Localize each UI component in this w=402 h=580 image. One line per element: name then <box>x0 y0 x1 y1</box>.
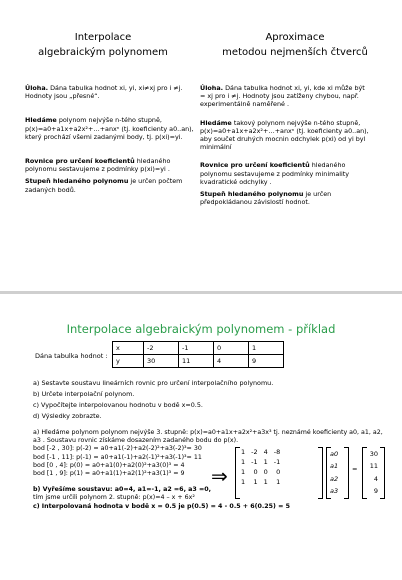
left-degree <box>25 177 197 193</box>
unknown-cell: a1 <box>330 462 339 471</box>
left-degree-label: Stupeň hledaného polynomu <box>25 177 129 186</box>
table-row-x <box>113 342 284 355</box>
right-column-text <box>200 84 372 210</box>
matrix-cell: 0 <box>253 468 258 476</box>
matrix-cell: 1 <box>241 458 246 466</box>
right-search-text: takový polynom nejvýše n-tého stupně, p(x)=a0+a1x+a2x²+…+anxⁿ (tj. koeficienty a0..an), aby součet druhých mocnin odchylek p(xi) od yi byl minimální <box>200 118 369 152</box>
rhs-cell: 30 <box>369 450 378 458</box>
unknown-cell: a3 <box>330 487 339 496</box>
matrix-cell: 1 <box>253 478 258 486</box>
table-cell: 0 <box>214 342 249 355</box>
matrix-cell: -2 <box>251 448 258 456</box>
solution-b-line2: tím jsme určili polynom 2. stupně: p(x)=4 – x + 6x² <box>33 494 195 502</box>
rhs-vector <box>366 448 378 498</box>
example-title: Interpolace algebraickým polynomem - příklad <box>66 322 336 336</box>
right-equations-label: Rovnice pro určení koeficientů <box>200 161 310 170</box>
given-values-table <box>112 341 284 368</box>
solution-c-line: c) Interpolovaná hodnota v bodě x = 0.5 je p(0.5) = 4 - 0.5 + 6(0.25) = 5 <box>33 502 290 510</box>
table-cell: -2 <box>144 342 179 355</box>
left-task-label: Úloha. <box>25 84 49 92</box>
right-equations-text: hledaného polynomu sestavujeme z podmínky minimality kvadratické odchylky . <box>200 161 350 186</box>
matrix-cell: 1 <box>241 448 246 456</box>
right-degree-text: je určen předpokládanou závislostí hodnot. <box>200 190 332 207</box>
solution-a-intro: a) Hledáme polynom polynom nejvýše 3. stupně: p(x)=a0+a1x+a2x²+a3x³ tj. neznámé koeficienty a0, a1, a2, a3 . Soustavu rovnic získáme dosazením zadaného bodu do p(x). <box>33 429 383 445</box>
right-task-label: Úloha. <box>200 84 224 92</box>
task-item: b) Určete interpolační polynom. <box>33 390 135 398</box>
right-degree-label: Stupeň hledaného polynomu <box>200 190 304 199</box>
matrix-cell: 1 <box>263 478 268 486</box>
right-task <box>200 84 372 109</box>
equation-line: bod [-2 , 30]: p(-2) = a0+a1(-2)+a2(-2)²+a3(-2)³= 30 <box>33 445 202 453</box>
solution-b-line1: b) Vyřešíme soustavu: a0=4, a1=-1, a2 =6, a3 =0, <box>33 486 212 494</box>
unknown-cell: a0 <box>330 450 339 458</box>
right-search <box>200 119 372 152</box>
table-cell: 9 <box>249 355 284 368</box>
unknown-cell: a2 <box>330 474 339 483</box>
table-cell: 1 <box>249 342 284 355</box>
right-search-label: Hledáme <box>200 118 232 127</box>
matrix-cell: 1 <box>241 468 246 476</box>
matrix-cell: 1 <box>263 458 268 466</box>
matrix-row <box>238 447 283 457</box>
left-search <box>25 116 197 141</box>
table-cell: x <box>113 342 144 355</box>
unknowns-vector <box>330 448 338 498</box>
matrix-cell: 4 <box>263 448 268 456</box>
table-cell: 11 <box>179 355 214 368</box>
task-item: d) Výsledky zobrazte. <box>33 412 102 420</box>
equation-line: bod [1 , 9]: p(1) = a0+a1(1)+a2(1)²+a3(1)³ = 9 <box>33 470 185 478</box>
task-item: a) Sestavte soustavu lineárních rovnic pro určení interpolačního polynomu. <box>33 379 274 387</box>
table-cell: 30 <box>144 355 179 368</box>
left-column-text <box>25 84 197 198</box>
left-equations-label: Rovnice pro určení koeficientů <box>25 157 135 166</box>
left-degree-text: je určen počtem zadaných bodů. <box>25 177 183 194</box>
equation-line: bod [-1 , 11]: p(-1) = a0+a1(-1)+a2(-1)²+a3(-1)³= 11 <box>33 453 202 461</box>
left-task <box>25 84 197 100</box>
table-row-y <box>113 355 284 368</box>
table-cell: -1 <box>179 342 214 355</box>
right-column-title <box>210 30 380 60</box>
matrix-row <box>238 457 283 467</box>
matrix-row <box>238 477 283 487</box>
table-cell: 4 <box>214 355 249 368</box>
equation-line: bod [0 , 4]: p(0) = a0+a1(0)+a2(0)²+a3(0)³ = 4 <box>33 461 185 469</box>
left-search-label: Hledáme <box>25 116 57 125</box>
implies-arrow: ⇒ <box>211 464 228 488</box>
matrix-cell: -1 <box>273 458 281 466</box>
left-equations <box>25 157 197 173</box>
matrix-cell: -8 <box>273 448 281 456</box>
right-title-line2: metodou nejmenších čtverců <box>222 47 368 58</box>
matrix-row <box>238 467 283 477</box>
coefficient-matrix <box>238 447 283 487</box>
right-equations <box>200 161 372 186</box>
left-column-title <box>18 30 188 60</box>
matrix-cell: 0 <box>276 468 281 476</box>
matrix-cell: 1 <box>276 478 281 486</box>
left-search-text: polynom nejvýše n-tého stupně, p(x)=a0+a1x+a2x²+…+anxⁿ (tj. koeficienty a0..an), který prochází všemi zadanými body, tj. p(xi)=yi. <box>25 116 194 141</box>
left-title-line1: Interpolace <box>74 32 132 43</box>
slide-priklad: Interpolace algebraickým polynomem - příklad Dána tabulka hodnot : x -2 -1 0 1 y 30 11 4 9 a) Sestavte soustavu lineárních rovnic pro určení interpolačního polynomu. b) Určete interpolační polynom. c) Vypočítejte interpolovanou hodnotu v bodě x=0.5. d) Výsledky zobrazte. a) Hledáme polynom polynom nejvýše 3. stupně: p(x)=a0+a1x+a2x²+a3x³ tj. neznámé koeficienty a0, a1, a2, a3 . Soustavu rovnic získáme dosazením zadaného bodu do p(x). bod [-2 , 30]: p(-2) = a0+a1(-2)+a2(-2)²+a3(-2)³= 30 bod [-1 , 11]: p(-1) = a0+a1(-1)+a2(-1)²+a3(-1)³= 11 bod [0 , 4]: p(0) = a0+a1(0)+a2(0)²+a3(0)³ = 4 bod [1 , 9]: p(1) = a0+a1(1)+a2(1)²+a3(1)³ = 9 b) Vyřešíme soustavu: a0=4, a1=-1, a2 =6, a3 =0, tím jsme určili polynom 2. stupně: p(x)=4 – x + 6x² c) Interpolovaná hodnota v bodě x = 0.5 je p(0.5) = 4 - 0.5 + 6(0.25) = 5 ⇒ 1 -2 4 -8 1 -1 1 -1 1 0 0 0 1 1 1 1 a0 a1 a2 a3 = 30 11 4 9 <box>0 294 402 580</box>
rhs-cell: 4 <box>373 474 378 483</box>
table-cell: y <box>113 355 144 368</box>
matrix-cell: -1 <box>251 458 258 466</box>
left-equations-text: hledaného polynomu sestavujeme z podmínky p(xi)=yi . <box>25 157 171 174</box>
right-degree <box>200 190 372 206</box>
task-list <box>33 378 273 422</box>
matrix-cell: 1 <box>241 478 246 486</box>
rhs-cell: 9 <box>373 487 378 496</box>
right-title-line1: Aproximace <box>265 32 325 43</box>
left-title-line2: algebraickým polynomem <box>38 47 168 58</box>
right-task-text: Dána tabulka hodnot xi, yi, kde xi může být = xj pro i ≠j. Hodnoty jsou zatíženy chybou, např. experimentálně naměřené . <box>200 84 365 109</box>
rhs-cell: 11 <box>369 462 378 471</box>
given-table-label: Dána tabulka hodnot : <box>35 352 108 360</box>
matrix-cell: 0 <box>263 468 268 476</box>
left-task-text: Dána tabulka hodnot xi, yi, xi≠xj pro i ≠j. Hodnoty jsou „přesné“. <box>25 84 183 101</box>
task-item: c) Vypočítejte interpolovanou hodnotu v bodě x=0.5. <box>33 401 203 409</box>
